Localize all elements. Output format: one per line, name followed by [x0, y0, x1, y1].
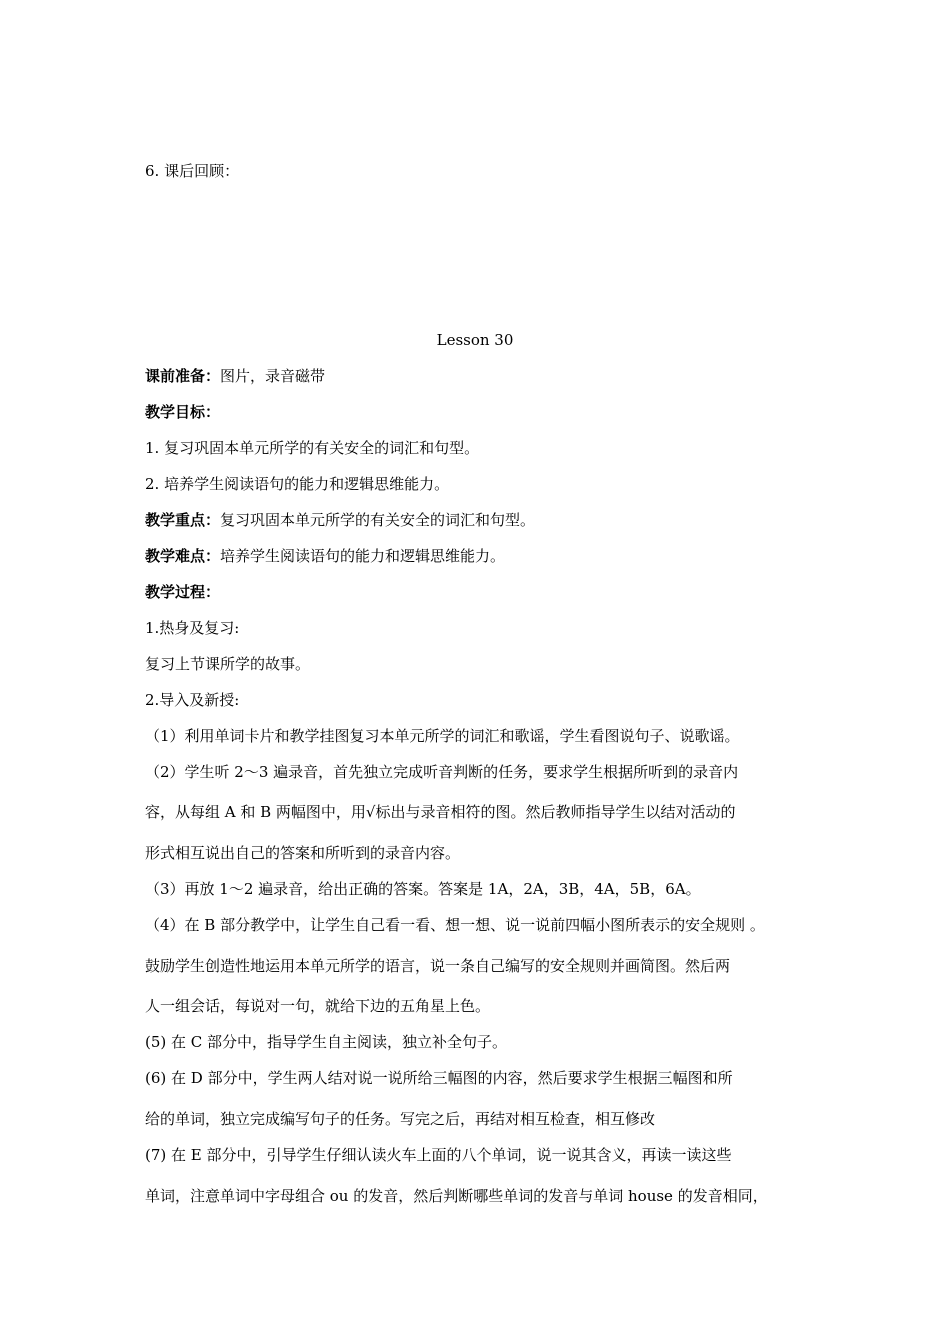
paragraph-4-line-1: （4）在 B 部分教学中，让学生自己看一看、想一想、说一说前四幅小图所表示的安全规则 。: [145, 916, 765, 934]
paragraph-7-line-1: (7) 在 E 部分中，引导学生仔细认读火车上面的八个单词，说一说其含义，再读一读这些: [145, 1146, 732, 1164]
difficulty-label: 教学难点：: [145, 547, 221, 565]
difficulty-text: 培养学生阅读语句的能力和逻辑思维能力。: [220, 547, 506, 565]
paragraph-3: （3）再放 1～2 遍录音，给出正确的答案。答案是 1A，2A，3B，4A，5B，6A。: [145, 880, 701, 898]
paragraph-2-line-2: 容，从每组 A 和 B 两幅图中，用√标出与录音相符的图。然后教师指导学生以结对活动的: [145, 803, 736, 821]
process-label: 教学过程：: [145, 583, 221, 601]
key-label: 教学重点：: [145, 511, 221, 529]
prep-text: 图片，录音磁带: [220, 367, 326, 385]
key-text: 复习巩固本单元所学的有关安全的词汇和句型。: [220, 511, 536, 529]
lesson-title: Lesson 30: [436, 331, 514, 349]
step-2-heading: 2.导入及新授:: [145, 691, 240, 709]
goal-1: 1. 复习巩固本单元所学的有关安全的词汇和句型。: [145, 439, 480, 457]
goals-label: 教学目标：: [145, 403, 221, 421]
step-1-heading: 1.热身及复习:: [145, 619, 240, 637]
paragraph-7-line-2: 单词，注意单词中字母组合 ou 的发音，然后判断哪些单词的发音与单词 house 的发音相同，: [145, 1187, 768, 1205]
paragraph-5: (5) 在 C 部分中，指导学生自主阅读，独立补全句子。: [145, 1033, 508, 1051]
key-points-line: [145, 510, 535, 530]
section-6-heading: 6. 课后回顾：: [145, 162, 240, 180]
difficulty-line: [145, 546, 505, 566]
paragraph-6-line-1: (6) 在 D 部分中，学生两人结对说一说所给三幅图的内容，然后要求学生根据三幅图和所: [145, 1069, 733, 1087]
paragraph-6-line-2: 给的单词，独立完成编写句子的任务。写完之后，再结对相互检查，相互修改: [145, 1110, 656, 1128]
paragraph-4-line-2: 鼓励学生创造性地运用本单元所学的语言，说一条自己编写的安全规则并画简图。然后两: [145, 957, 731, 975]
prep-line: [145, 366, 325, 386]
paragraph-1: （1）利用单词卡片和教学挂图复习本单元所学的词汇和歌谣，学生看图说句子、说歌谣。: [145, 727, 740, 745]
step-1-text: 复习上节课所学的故事。: [145, 655, 311, 673]
prep-label: 课前准备：: [145, 367, 221, 385]
paragraph-4-line-3: 人一组会话，每说对一句，就给下边的五角星上色。: [145, 997, 491, 1015]
paragraph-2-line-3: 形式相互说出自己的答案和所听到的录音内容。: [145, 844, 461, 862]
goal-2: 2. 培养学生阅读语句的能力和逻辑思维能力。: [145, 475, 450, 493]
paragraph-2-line-1: （2）学生听 2～3 遍录音，首先独立完成听音判断的任务，要求学生根据所听到的录音内: [145, 763, 739, 781]
